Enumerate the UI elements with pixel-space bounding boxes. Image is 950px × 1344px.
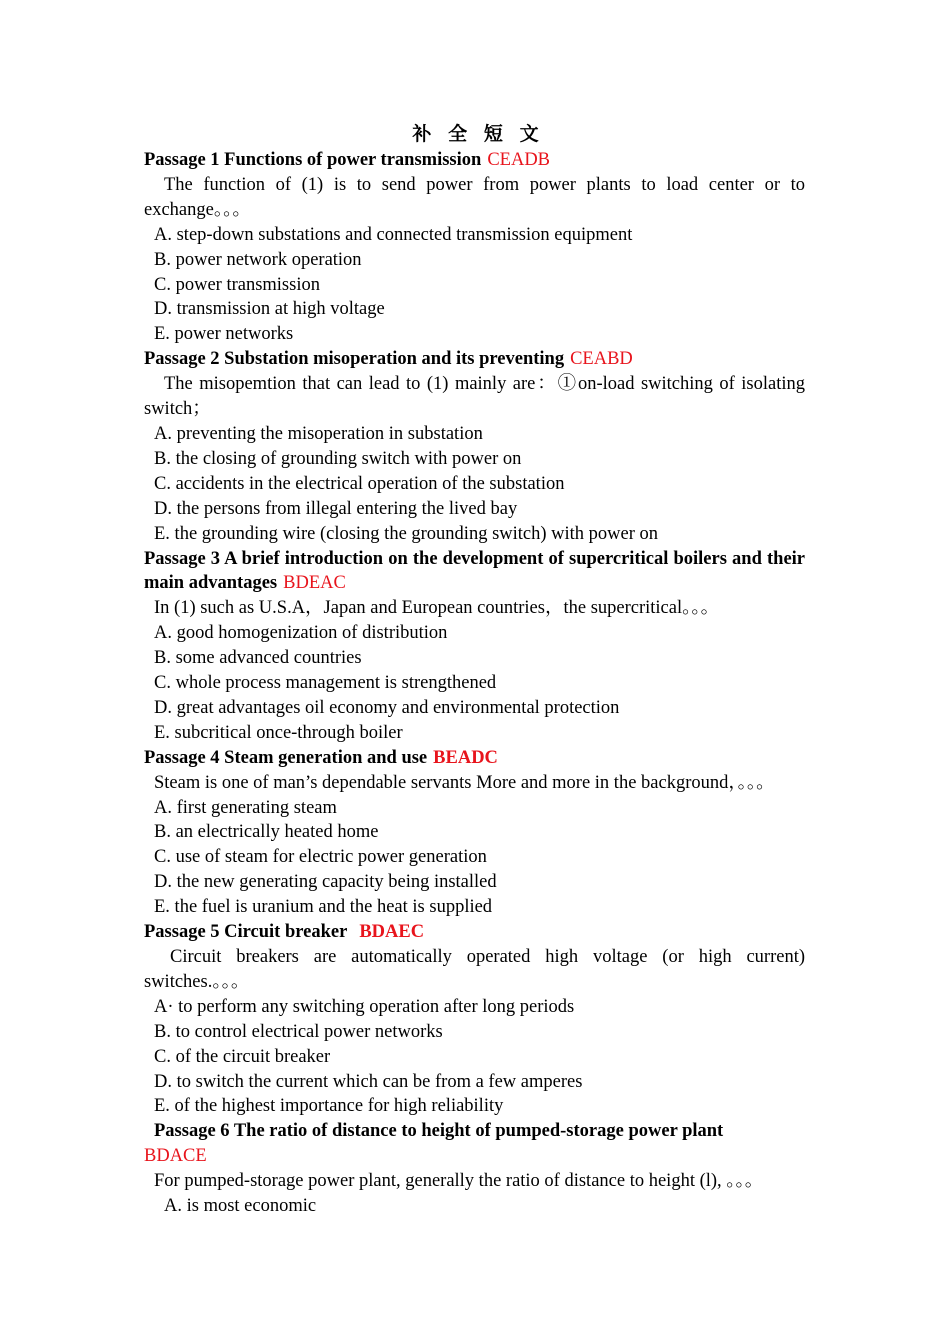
passage-5-heading: [144, 920, 805, 945]
option-item: C. accidents in the electrical operation of the substation: [154, 473, 565, 494]
option-item: D. great advantages oil economy and environmental protection: [154, 697, 620, 718]
option-item: A· to perform any switching operation after long periods: [154, 996, 575, 1017]
option-item: C. of the circuit breaker: [154, 1046, 331, 1067]
option-item: C. power transmission: [154, 274, 320, 295]
option-item: A. preventing the misoperation in substation: [154, 423, 483, 444]
option-item: A. good homogenization of distribution: [154, 623, 448, 644]
passage-2-text: The misopemtion that can lead to (1) mainly are：①on-load switching of isolating switch；: [144, 374, 805, 420]
option-item: E. power networks: [154, 324, 294, 345]
option-item: B. the closing of grounding switch with power on: [154, 448, 522, 469]
page-title: 补 全 短 文: [412, 124, 545, 145]
passage-answer: BDACE: [144, 1146, 207, 1167]
passage-6-heading: [144, 1119, 805, 1169]
option-item: B. power network operation: [154, 249, 362, 270]
option-item: D. the persons from illegal entering the lived bay: [154, 498, 518, 519]
passage-4-text: Steam is one of man’s dependable servants More and more in the background，。。。: [154, 772, 775, 793]
option-item: E. the grounding wire (closing the grounding switch) with power on: [154, 523, 659, 544]
option-item: B. some advanced countries: [154, 648, 362, 669]
passage-answer: CEADB: [487, 150, 551, 170]
option-item: A. first generating steam: [154, 797, 337, 818]
passage-heading-text: Passage 4 Steam generation and use: [144, 747, 428, 768]
document-page: [144, 122, 805, 1219]
option-item: D. the new generating capacity being installed: [154, 872, 497, 893]
passage-3-text: In (1) such as U.S.A，Japan and European countries，the supercritical。。。: [154, 598, 720, 619]
passage-heading-text: Passage 6 The ratio of distance to height of pumped-storage power plant: [154, 1121, 724, 1142]
passage-heading-text: Passage 1 Functions of power transmission: [144, 150, 482, 170]
option-item: A. is most economic: [164, 1196, 317, 1217]
passage-1-text: The function of (1) is to send power from power plants to load center or to exchange。。。: [144, 174, 805, 220]
passage-6-text: For pumped-storage power plant, generally the ratio of distance to height (l), 。。。: [154, 1171, 764, 1192]
passage-answer: BDAEC: [359, 922, 425, 943]
option-item: E. the fuel is uranium and the heat is supplied: [154, 897, 493, 918]
passage-4-heading: [144, 746, 805, 771]
option-item: A. step-down substations and connected transmission equipment: [154, 224, 633, 245]
option-item: D. to switch the current which can be from a few amperes: [154, 1071, 583, 1092]
passage-2-heading: [144, 347, 805, 372]
passage-3-heading: [144, 547, 805, 597]
option-item: C. use of steam for electric power generation: [154, 847, 487, 868]
passage-heading-text: Passage 2 Substation misoperation and its preventing: [144, 349, 565, 370]
option-item: D. transmission at high voltage: [154, 299, 385, 320]
passage-5-text: Circuit breakers are automatically operated high voltage (or high current) switches.。。。: [144, 947, 805, 992]
passage-answer: CEABD: [570, 349, 633, 370]
passage-heading-text: Passage 3 A brief introduction on the development of supercritical boilers and their main advantages: [144, 548, 805, 594]
passage-answer: BEADC: [433, 747, 498, 768]
passage-heading-text: Passage 5 Circuit breaker: [144, 922, 348, 943]
option-item: B. an electrically heated home: [154, 822, 379, 843]
passage-answer: BDEAC: [283, 573, 346, 594]
option-item: E. of the highest importance for high reliability: [154, 1096, 504, 1117]
option-item: E. subcritical once-through boiler: [154, 722, 403, 743]
option-item: C. whole process management is strengthened: [154, 673, 497, 694]
passage-1-heading: [144, 148, 805, 173]
option-item: B. to control electrical power networks: [154, 1021, 443, 1042]
